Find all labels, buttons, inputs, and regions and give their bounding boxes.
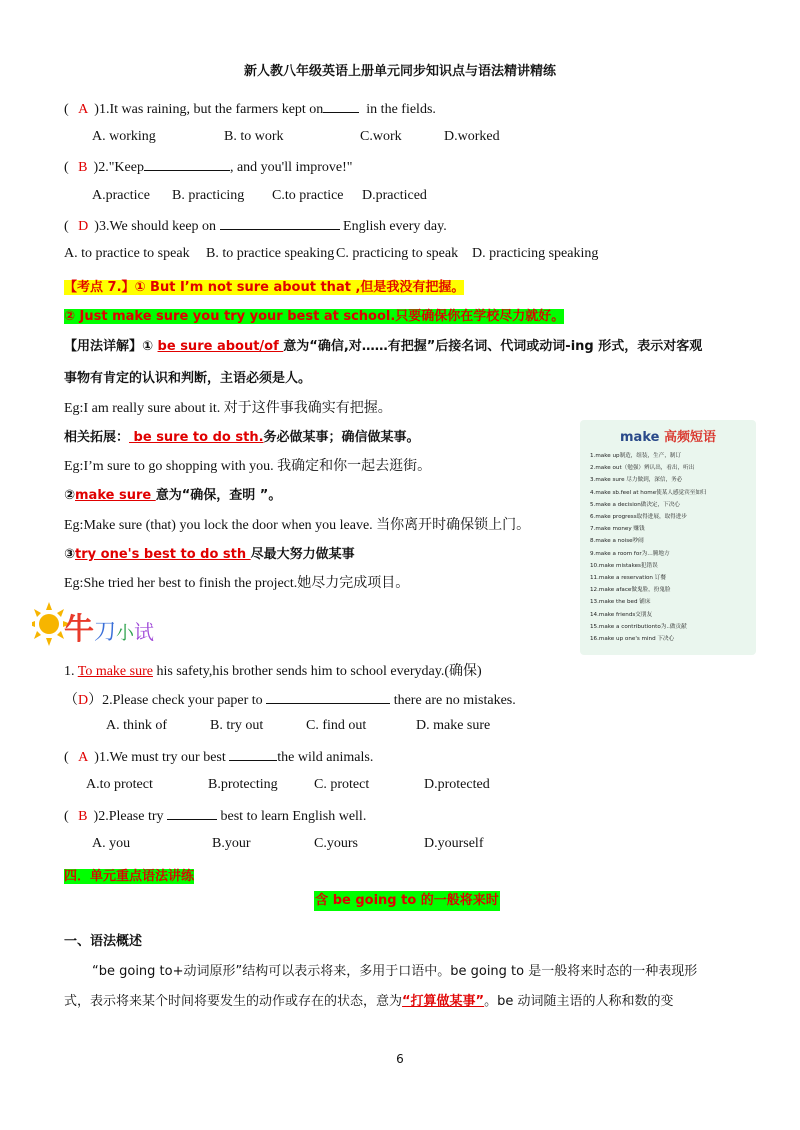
option: B. try out bbox=[210, 718, 264, 733]
point-3 bbox=[64, 543, 355, 562]
answer: A bbox=[78, 102, 89, 117]
test-stem: there are no mistakes. bbox=[393, 693, 516, 708]
list-item: 11.make a reservation 订餐 bbox=[590, 575, 666, 582]
list-item: 8.make a noise吵闹 bbox=[590, 538, 644, 545]
num: ③ bbox=[64, 547, 76, 562]
option: A. working bbox=[92, 129, 156, 144]
question-stem: 3.We should keep on bbox=[98, 219, 217, 234]
option: C.work bbox=[360, 129, 402, 144]
num: ② bbox=[64, 488, 76, 503]
question-3 bbox=[64, 217, 447, 235]
option: C. find out bbox=[306, 718, 367, 733]
logo-char: 刀 bbox=[94, 620, 117, 645]
make-phrase-list bbox=[590, 450, 707, 645]
list-item: 15.make a contributionto为..做贡献 bbox=[590, 623, 687, 630]
test-2 bbox=[64, 689, 516, 709]
blank bbox=[266, 691, 390, 704]
answer: A bbox=[78, 750, 89, 765]
list-item: 13.make the bed 铺床 bbox=[590, 599, 651, 606]
list-item: 16.make up one's mind 下决心 bbox=[590, 636, 675, 643]
logo-char: 试 bbox=[134, 620, 155, 644]
grammar-title: 含 be going to 的一般将来时 bbox=[314, 891, 500, 911]
option: A. think of bbox=[106, 718, 168, 733]
paren: ) bbox=[93, 160, 99, 175]
list-item: 3.make sure 尽力做到，深信，务必 bbox=[590, 477, 683, 484]
test-2-options bbox=[64, 718, 564, 736]
list-item: 5.make a decision做决定，下决心 bbox=[590, 501, 680, 508]
option: D.practiced bbox=[362, 188, 427, 203]
title-make: make bbox=[620, 430, 660, 445]
overview-heading: 一、语法概述 bbox=[64, 934, 143, 949]
paren: ( bbox=[64, 750, 69, 765]
answer: D bbox=[78, 219, 89, 234]
point-2 bbox=[64, 484, 281, 503]
test-stem: 1.We must try our best bbox=[98, 750, 226, 765]
ext-label: 相关拓展： bbox=[64, 430, 130, 445]
logo-char: 牛 bbox=[64, 612, 94, 647]
test-4-options bbox=[64, 836, 564, 854]
answer: To make sure bbox=[77, 664, 153, 679]
paren: ） bbox=[88, 693, 103, 708]
options-1 bbox=[64, 129, 664, 147]
section-4-heading bbox=[64, 865, 194, 884]
option: D.protected bbox=[424, 777, 490, 792]
example-3: Eg:Make sure (that) you lock the door when you leave. 当你离开时确保锁上门。 bbox=[64, 518, 531, 533]
options-2 bbox=[64, 188, 664, 206]
para-text: 式，表示将来某个时间将要发生的动作或存在的状态，意为 bbox=[64, 994, 403, 1009]
example-4: Eg:She tried her best to finish the project.她尽力完成项目。 bbox=[64, 576, 410, 591]
list-item: 10.make mistakes犯错误 bbox=[590, 562, 658, 569]
answer: B bbox=[78, 160, 88, 175]
option: D.yourself bbox=[424, 836, 484, 851]
ext-text: 务必做某事；确信做某事。 bbox=[263, 430, 420, 445]
paren: ( bbox=[64, 160, 69, 175]
option: C. protect bbox=[314, 777, 370, 792]
example-1: Eg:I am really sure about it. 对于这件事我确实有把握。 bbox=[64, 401, 392, 416]
question-1 bbox=[64, 100, 436, 118]
term: try one's best to do sth bbox=[75, 547, 251, 562]
usage-explanation bbox=[64, 335, 702, 354]
list-item: 1.make up制造，组装，生产，制订 bbox=[590, 453, 682, 459]
p3-text: 尽最大努力做某事 bbox=[250, 547, 355, 562]
paren: （ bbox=[64, 693, 78, 708]
test-1 bbox=[64, 660, 482, 680]
test-stem: 2.Please try bbox=[98, 809, 164, 824]
highlight: 【考点 7.】① But I’m not sure about that ,但是我没有把握。 bbox=[64, 280, 465, 295]
make-panel-title bbox=[580, 426, 756, 445]
blank bbox=[229, 748, 277, 761]
usage-line-2: 事物有肯定的认识和判断，主语必须是人。 bbox=[64, 371, 312, 386]
question-stem: English every day. bbox=[343, 219, 447, 234]
test-stem: 2.Please check your paper to bbox=[102, 693, 263, 708]
page-number: 6 bbox=[396, 1052, 404, 1066]
question-stem: , and you'll improve!" bbox=[229, 160, 353, 175]
paragraph-line-2 bbox=[64, 990, 736, 1009]
paragraph-line-1: “be going to+动词原形”结构可以表示将来，多用于口语中。be going to 是一般将来时态的一种表现形 bbox=[92, 964, 698, 979]
num: 1. bbox=[64, 664, 78, 679]
option: A.to protect bbox=[86, 777, 153, 792]
list-item: 9.make a room for为…腾地方 bbox=[590, 550, 670, 557]
term: make sure bbox=[75, 488, 156, 503]
usage-text: 意为“确信,对……有把握”后接名词、代词或动词-ing 形式，表示对客观 bbox=[283, 339, 703, 354]
option: A.practice bbox=[92, 188, 150, 203]
test-3-options bbox=[64, 777, 564, 795]
option: D. make sure bbox=[416, 718, 491, 733]
paren: ) bbox=[94, 219, 99, 234]
option: A. to practice to speak bbox=[64, 246, 190, 261]
test-3 bbox=[64, 748, 373, 766]
logo-title bbox=[64, 604, 154, 648]
related-extension bbox=[64, 426, 420, 445]
option: B.protecting bbox=[208, 777, 278, 792]
question-stem: 1.It was raining, but the farmers kept on bbox=[98, 102, 324, 117]
option: C.yours bbox=[314, 836, 358, 851]
title-rest: 高频短语 bbox=[659, 430, 716, 445]
test-stem: the wild animals. bbox=[277, 750, 374, 765]
list-item: 4.make sb.feel at home使某人感觉宾至如归 bbox=[590, 489, 707, 496]
option: B. practicing bbox=[172, 188, 245, 203]
highlight: ② Just make sure you try your best at school.只要确保你在学校尽力就好。 bbox=[64, 309, 565, 324]
blank bbox=[144, 158, 230, 171]
list-item: 14.make friends交朋友 bbox=[590, 611, 653, 618]
question-stem: in the fields. bbox=[366, 102, 436, 117]
p2-text: 意为“确保，查明 ”。 bbox=[155, 488, 282, 503]
term: be sure to do sth. bbox=[129, 430, 264, 445]
test-4 bbox=[64, 807, 366, 825]
list-item: 12.make aface做鬼脸，扮鬼脸 bbox=[590, 587, 671, 594]
highlight: 四．单元重点语法讲练 bbox=[64, 869, 195, 884]
option: B. to work bbox=[224, 129, 284, 144]
logo-char: 小 bbox=[116, 623, 135, 644]
test-stem: best to learn English well. bbox=[217, 809, 367, 824]
question-2 bbox=[64, 158, 353, 176]
point-7-example bbox=[64, 305, 564, 324]
point-7-heading bbox=[64, 276, 464, 295]
answer: B bbox=[78, 809, 88, 824]
list-item: 6.make progress取得进展，取得进步 bbox=[590, 514, 687, 521]
question-stem: 2."Keep bbox=[98, 160, 144, 175]
make-phrases-panel bbox=[580, 420, 756, 655]
example-2: Eg:I’m sure to go shopping with you. 我确定和你一起去逛街。 bbox=[64, 459, 432, 474]
option: D. practicing speaking bbox=[472, 246, 599, 261]
page-header: 新人教八年级英语上册单元同步知识点与语法精讲精练 bbox=[243, 64, 556, 79]
option: D.worked bbox=[444, 129, 500, 144]
option: C. practicing to speak bbox=[336, 246, 459, 261]
para-text: 。be 动词随主语的人称和数的变 bbox=[484, 994, 674, 1009]
option: A. you bbox=[92, 836, 131, 851]
paren: ) bbox=[94, 102, 99, 117]
paren: ( bbox=[64, 219, 69, 234]
emphasis: “打算做某事” bbox=[402, 994, 485, 1009]
option: B.your bbox=[212, 836, 251, 851]
paren: ( bbox=[64, 809, 69, 824]
list-item: 2.make out（勉强）辨认出，看出，听出 bbox=[590, 465, 695, 472]
test-stem: his safety,his brother sends him to school everyday.(确保) bbox=[152, 664, 482, 679]
option: B. to practice speaking bbox=[206, 246, 335, 261]
blank bbox=[220, 217, 340, 230]
option: C.to practice bbox=[272, 188, 344, 203]
term: be sure about/of bbox=[157, 339, 284, 354]
blank bbox=[167, 807, 217, 820]
list-item: 7.make money 赚钱 bbox=[590, 526, 645, 533]
paren: ) bbox=[93, 809, 99, 824]
options-3 bbox=[64, 246, 744, 264]
usage-label: 【用法详解】① bbox=[64, 339, 154, 354]
blank bbox=[323, 100, 359, 113]
paren: ) bbox=[94, 750, 99, 765]
answer: D bbox=[78, 693, 89, 708]
paren: ( bbox=[64, 102, 69, 117]
